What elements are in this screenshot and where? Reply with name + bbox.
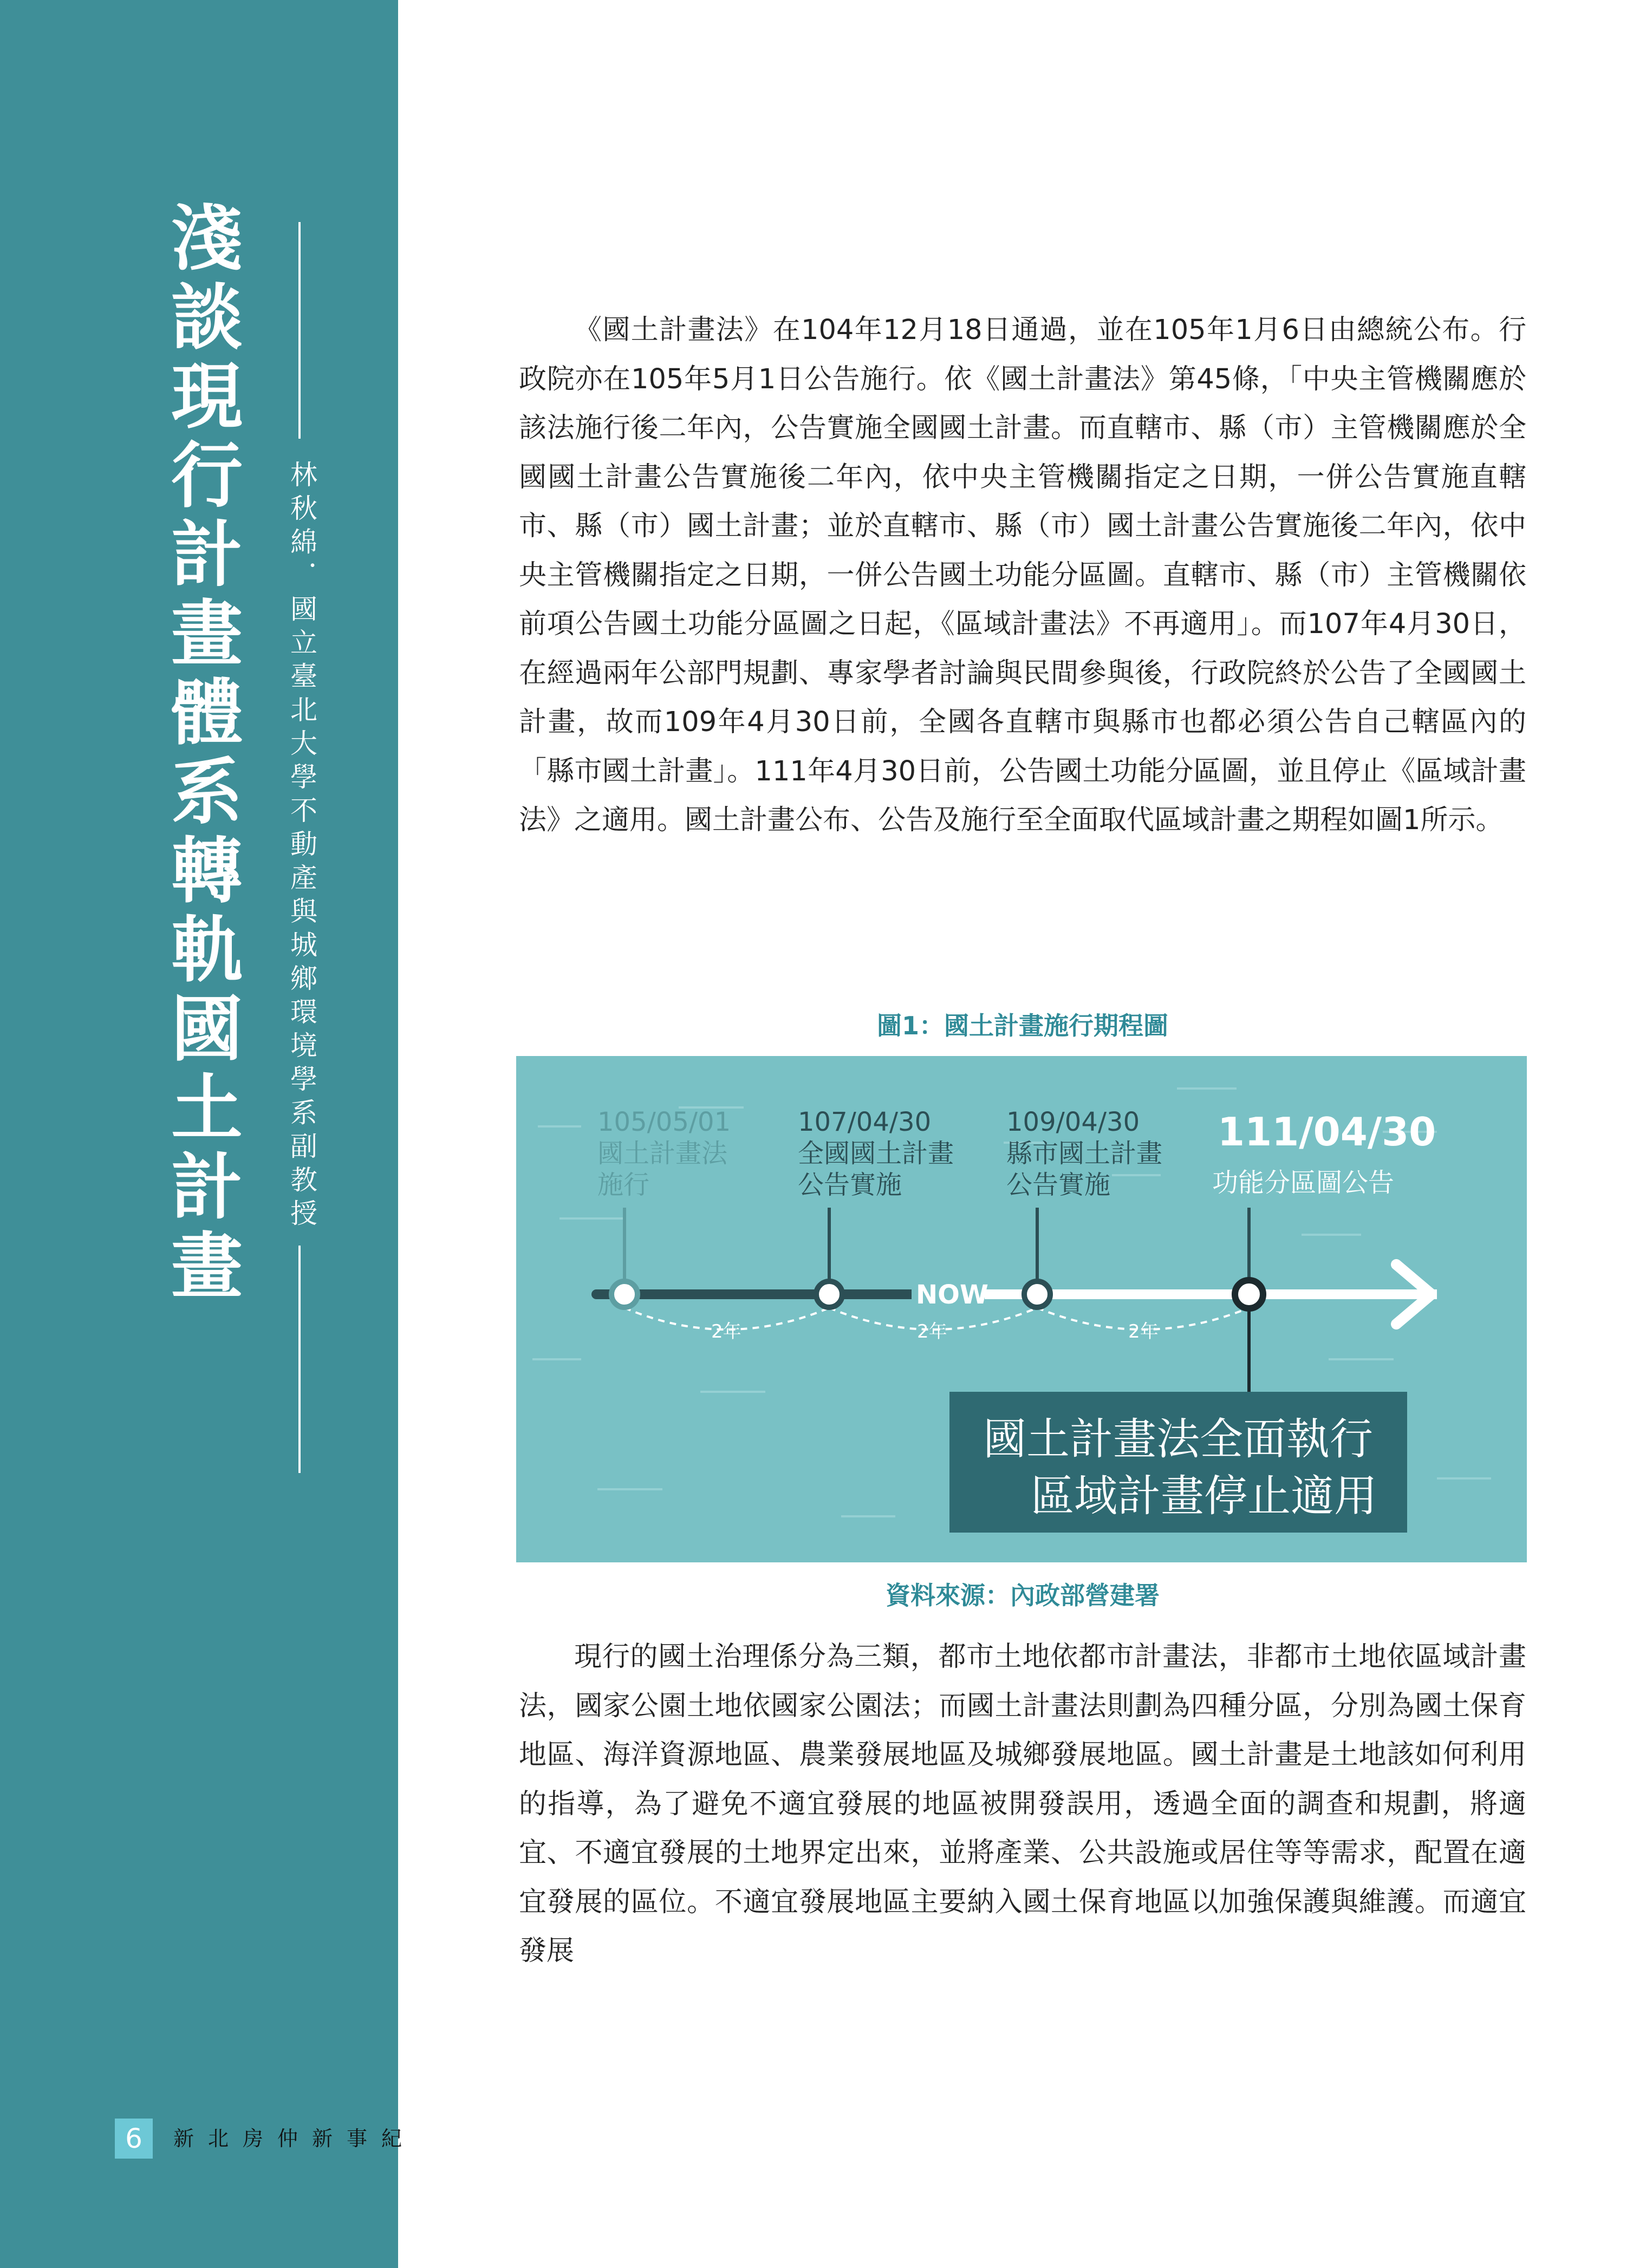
author-credit: 林秋綿．國立臺北大學不動產與城鄉環境學系副教授 xyxy=(286,460,317,1233)
milestone-4-line1: 功能分區圖公告 xyxy=(1212,1168,1395,1198)
article-title: 淺談現行計畫體系轉軌國土計畫 xyxy=(159,200,242,1307)
timeline-graphic xyxy=(516,1056,1527,1562)
milestone-1-line2: 施行 xyxy=(597,1170,650,1200)
paragraph-1 xyxy=(519,306,1526,845)
milestone-2-date: 107/04/30 xyxy=(798,1107,932,1137)
timeline-node-2 xyxy=(816,1281,842,1307)
interval-label-2: 2年 xyxy=(917,1321,947,1342)
figure-source: 資料來源：內政部營建署 xyxy=(886,1581,1160,1610)
milestone-1-line1: 國土計畫法 xyxy=(597,1138,728,1169)
milestone-3-date: 109/04/30 xyxy=(1006,1107,1140,1137)
milestone-4-date: 111/04/30 xyxy=(1218,1109,1436,1155)
timeline-figure xyxy=(516,1056,1527,1562)
paragraph-2 xyxy=(519,1633,1526,1976)
milestone-2-line1: 全國國土計畫 xyxy=(798,1138,954,1169)
figure-caption: 圖1：國土計畫施行期程圖 xyxy=(876,1011,1168,1040)
timeline-node-4 xyxy=(1235,1280,1263,1308)
milestone-3-line2: 公告實施 xyxy=(1006,1170,1111,1200)
now-label: NOW xyxy=(916,1280,988,1310)
result-line-2: 區域計畫停止適用 xyxy=(1031,1471,1377,1521)
author-divider-bottom xyxy=(298,1246,301,1473)
interval-label-1: 2年 xyxy=(711,1321,741,1342)
author-divider-top xyxy=(298,222,301,439)
timeline-node-1 xyxy=(611,1281,637,1307)
publication-name: 新北房仲新事紀 xyxy=(173,2127,417,2150)
paragraph-2-text: 現行的國土治理係分為三類，都市土地依都市計畫法，非都市土地依區域計畫法，國家公園土地依國家公園法；而國土計畫法則劃為四種分區，分別為國土保育地區、海洋資源地區、農業發展地區及城鄉發展地區。國土計畫是土地該如何利用的指導，為了避免不適宜發展的地區被開發誤用，透過全面的調查和規劃，將適宜、不適宜發展的土地界定出來，並將產業、公共設施或居住等等需求，配置在適宜發展的區位。不適宜發展地區主要納入國土保育地區以加強保護與維護。而適宜發展 xyxy=(519,1641,1526,1967)
milestone-1-date: 105/05/01 xyxy=(597,1107,731,1137)
timeline-node-3 xyxy=(1024,1281,1050,1307)
paragraph-1-text: 《國土計畫法》在104年12月18日通過，並在105年1月6日由總統公布。行政院亦在105年5月1日公告施行。依《國土計畫法》第45條，「中央主管機關應於該法施行後二年內，公告實施全國國土計畫。而直轄市、縣（市）主管機關應於全國國土計畫公告實施後二年內，依中央主管機關指定之日期，一併公告實施直轄市、縣（市）國土計畫；並於直轄市、縣（市）國土計畫公告實施後二年內，依中央主管機關指定之日期，一併公告國土功能分區圖。直轄市、縣（市）主管機關依前項公告國土功能分區圖之日起，《區域計畫法》不再適用」。而107年4月30日，在經過兩年公部門規劃、專家學者討論與民間參與後，行政院終於公告了全國國土計畫，故而109年4月30日前，全國各直轄市與縣市也都必須公告自己轄區內的「縣市國土計畫」。111年4月30日前，公告國土功能分區圖，並且停止《區域計畫法》之適用。國土計畫公布、公告及施行至全面取代區域計畫之期程如圖1所示。 xyxy=(519,314,1526,836)
interval-label-3: 2年 xyxy=(1128,1321,1159,1342)
milestone-2-line2: 公告實施 xyxy=(798,1170,902,1200)
result-line-1: 國土計畫法全面執行 xyxy=(983,1414,1373,1464)
page-number: 6 xyxy=(115,2119,153,2159)
milestone-3-line1: 縣市國土計畫 xyxy=(1006,1138,1163,1169)
